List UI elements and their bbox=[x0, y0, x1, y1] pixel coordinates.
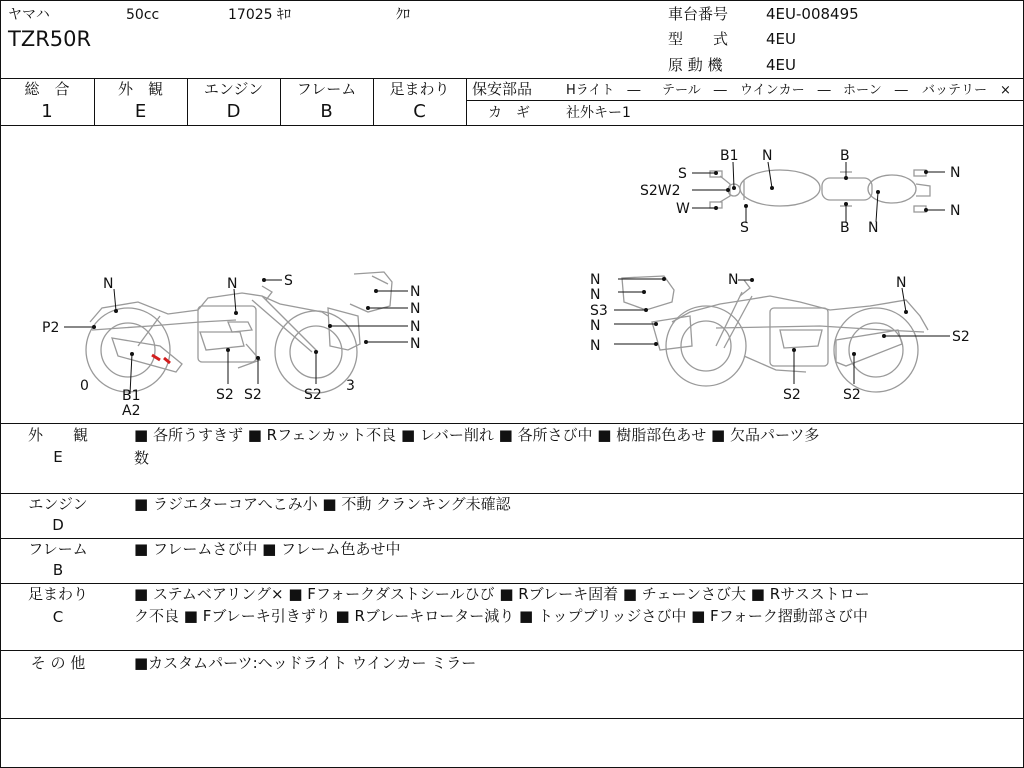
remark-engine-line-1: ■ ラジエターコアへこみ小 ■ 不動 クランキング未確認 bbox=[134, 495, 511, 513]
top-label-w: W bbox=[676, 201, 690, 217]
right-label-n2: N bbox=[590, 287, 601, 303]
right-label-n3: N bbox=[728, 272, 739, 288]
type-value: 4EU bbox=[766, 30, 796, 48]
key-value: 社外キー1 bbox=[566, 105, 631, 121]
remark-engine-label: エンジン bbox=[28, 495, 88, 513]
safety-taillight: テール ― bbox=[662, 83, 727, 98]
grade-exterior-value: E bbox=[134, 101, 147, 122]
left-label-b1: B1 bbox=[122, 388, 141, 404]
left-label-s2b: S2 bbox=[244, 387, 262, 403]
top-label-s1: S bbox=[678, 166, 687, 182]
left-label-n2: N bbox=[227, 276, 238, 292]
left-label-s2a: S2 bbox=[216, 387, 234, 403]
color: ｸﾛ bbox=[396, 7, 410, 23]
grade-overall-value: 1 bbox=[41, 101, 53, 122]
remark-suspension-line-2: ク不良 ■ Fブレーキ引きずり ■ Rブレーキローター減り ■ トップブリッジさび中 ■ Fフォーク摺動部さび中 bbox=[134, 607, 868, 625]
right-label-n6: N bbox=[590, 338, 601, 354]
left-label-3: 3 bbox=[346, 378, 355, 394]
right-label-s3: S3 bbox=[590, 303, 608, 319]
remark-exterior-grade: E bbox=[53, 448, 63, 466]
remark-frame-label: フレーム bbox=[28, 540, 88, 558]
remark-frame-line-1: ■ フレームさび中 ■ フレーム色あせ中 bbox=[134, 540, 401, 558]
safety-winker: ウインカー ― bbox=[740, 83, 831, 98]
mileage: 17025 ｷﾛ bbox=[228, 7, 291, 23]
left-label-s2c: S2 bbox=[304, 387, 322, 403]
safety-horn: ホーン ― bbox=[843, 83, 908, 98]
top-label-n2: N bbox=[868, 220, 879, 236]
right-label-n4: N bbox=[896, 275, 907, 291]
type-label: 型 式 bbox=[668, 30, 729, 48]
damage-mark-red bbox=[152, 355, 170, 363]
remark-exterior-line-2: 数 bbox=[134, 449, 150, 467]
remark-suspension-label: 足まわり bbox=[27, 585, 88, 603]
safety-battery: バッテリー × bbox=[922, 83, 1011, 98]
right-label-s2a: S2 bbox=[952, 329, 970, 345]
remark-other-label: そ の 他 bbox=[30, 654, 86, 672]
top-label-b1: B1 bbox=[720, 148, 739, 164]
left-label-n5: N bbox=[410, 319, 421, 335]
grade-suspension-value: C bbox=[413, 101, 426, 122]
right-label-s2b: S2 bbox=[783, 387, 801, 403]
bike-sketch-left bbox=[86, 272, 392, 393]
remark-suspension-line-1: ■ ステムベアリング× ■ Fフォークダストシールひび ■ Rブレーキ固着 ■ チェーンさび大 ■ Rサスストロー bbox=[134, 585, 870, 603]
top-label-n4: N bbox=[950, 203, 961, 219]
top-label-n3: N bbox=[950, 165, 961, 181]
left-label-n6: N bbox=[410, 336, 421, 352]
bike-sketch-top bbox=[710, 170, 930, 212]
grade-engine-value: D bbox=[226, 101, 241, 122]
remark-exterior-label: 外 観 bbox=[27, 426, 88, 444]
remark-suspension-grade: C bbox=[52, 608, 64, 626]
remark-exterior-line-1: ■ 各所うすきず ■ Rフェンカット不良 ■ レバー削れ ■ 各所さび中 ■ 樹脂部色あせ ■ 欠品パーツ多 bbox=[134, 426, 820, 444]
left-label-p2: P2 bbox=[42, 320, 60, 336]
safety-headlight: Hライト ― bbox=[566, 83, 641, 98]
grade-overall-label: 総 合 bbox=[24, 80, 70, 98]
frame-no-label: 車台番号 bbox=[668, 5, 729, 23]
key-label: カ ギ bbox=[488, 105, 530, 121]
engine-value: 4EU bbox=[766, 56, 796, 74]
top-label-s2: S bbox=[740, 220, 749, 236]
grade-exterior-label: 外 観 bbox=[117, 80, 163, 98]
remark-engine-grade: D bbox=[52, 516, 64, 534]
safety-title: 保安部品 bbox=[472, 80, 533, 98]
grade-frame-label: フレーム bbox=[296, 80, 357, 98]
grade-suspension-label: 足まわり bbox=[389, 80, 450, 98]
right-label-n5: N bbox=[590, 318, 601, 334]
top-label-s2w2: S2W2 bbox=[640, 183, 681, 199]
top-label-b3: B bbox=[840, 220, 850, 236]
bike-sketch-right bbox=[622, 276, 928, 392]
left-label-n1: N bbox=[103, 276, 114, 292]
displacement: 50cc bbox=[126, 7, 160, 23]
frame-no-value: 4EU-008495 bbox=[766, 5, 859, 23]
grade-frame-value: B bbox=[320, 101, 333, 122]
maker: ヤマハ bbox=[8, 7, 50, 23]
left-label-a2: A2 bbox=[122, 403, 141, 419]
top-label-n1: N bbox=[762, 148, 773, 164]
grade-engine-label: エンジン bbox=[203, 80, 264, 98]
left-label-n4: N bbox=[410, 301, 421, 317]
right-label-s2c: S2 bbox=[843, 387, 861, 403]
remark-frame-grade: B bbox=[52, 561, 64, 579]
remark-other-line-1: ■カスタムパーツ:ヘッドライト ウインカー ミラー bbox=[134, 654, 477, 672]
left-label-n3: N bbox=[410, 284, 421, 300]
model-name: TZR50R bbox=[8, 27, 92, 51]
left-label-s: S bbox=[284, 273, 293, 289]
top-label-b2: B bbox=[840, 148, 850, 164]
leader-lines bbox=[64, 162, 950, 394]
engine-label: 原 動 機 bbox=[668, 56, 723, 74]
right-label-n1: N bbox=[590, 272, 601, 288]
left-label-0: 0 bbox=[80, 378, 89, 394]
